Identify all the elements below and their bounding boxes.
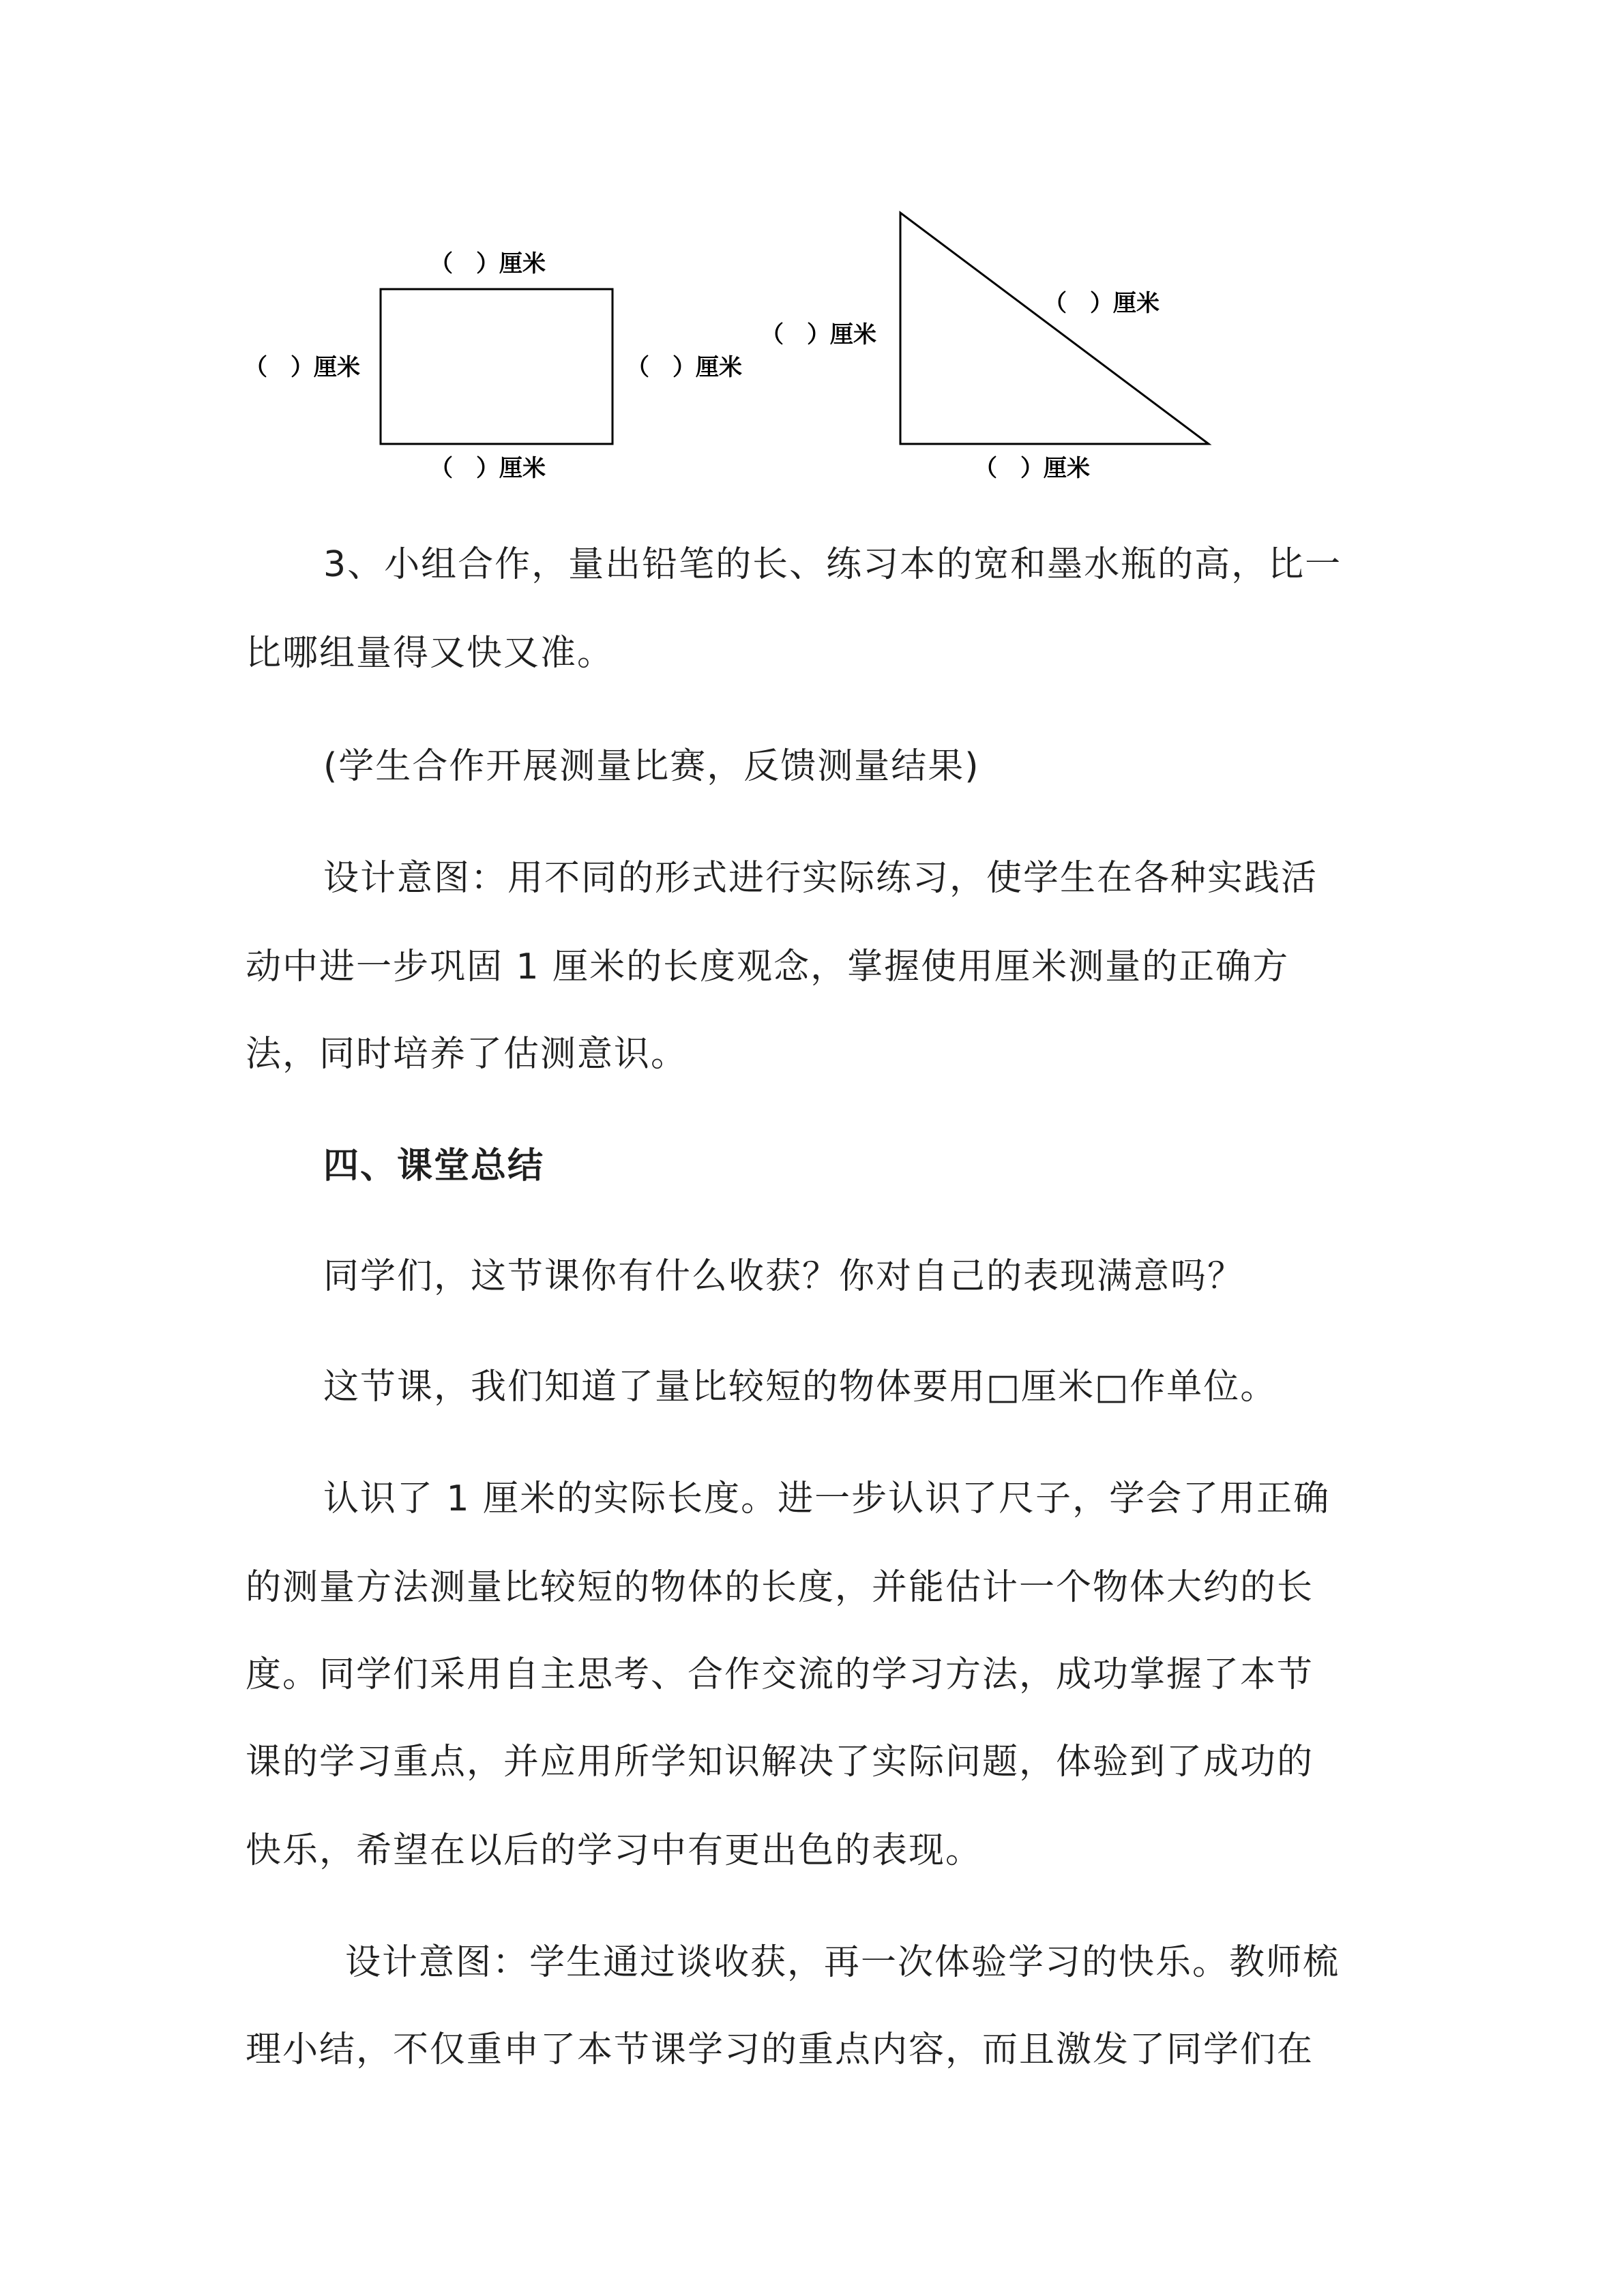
rect-top-label: （ ）厘米 [430,250,546,278]
paragraph-5: 同学们，这节课你有什么收获？你对自己的表现满意吗？ [323,1256,1245,1297]
paragraph-1-line-2: 比哪组量得又快又准。 [246,633,615,674]
right-triangle-shape [900,213,1209,444]
paragraph-2: (学生合作开展测量比赛，反馈测量结果) [323,746,980,787]
paragraph-7-line-3: 度。同学们采用自主思考、合作交流的学习方法，成功掌握了本节 [246,1654,1314,1695]
section-heading: 四、课堂总结 [323,1146,545,1187]
paragraph-7-line-5: 快乐，希望在以后的学习中有更出色的表现。 [246,1830,983,1871]
paragraph-7-line-2: 的测量方法测量比较短的物体的长度，并能估计一个物体大约的长 [246,1567,1314,1608]
paragraph-7-line-4: 课的学习重点，并应用所学知识解决了实际问题，体验到了成功的 [246,1742,1314,1783]
measurement-figure [0,0,1624,546]
rectangle-shape [381,289,612,444]
paragraph-8-line-2: 理小结，不仅重申了本节课学习的重点内容，而且激发了同学们在 [246,2029,1314,2070]
paragraph-8-line-1: 设计意图：学生通过谈收获，再一次体验学习的快乐。教师梳 [345,1942,1340,1983]
paragraph-3-line-3: 法，同时培养了估测意识。 [246,1034,688,1075]
triangle-hypotenuse-label: （ ）厘米 [1044,290,1160,317]
triangle-left-label: （ ）厘米 [761,321,876,348]
paragraph-1-line-1: 3、小组合作，量出铅笔的长、练习本的宽和墨水瓶的高，比一 [323,544,1342,585]
rect-bottom-label: （ ）厘米 [430,455,546,482]
paragraph-3-line-2: 动中进一步巩固 1 厘米的长度观念，掌握使用厘米测量的正确方 [246,946,1290,987]
paragraph-7-line-1: 认识了 1 厘米的实际长度。进一步认识了尺子，学会了用正确 [323,1478,1331,1519]
paragraph-6: 这节课，我们知道了量比较短的物体要用□厘米□作单位。 [323,1367,1278,1407]
rect-right-label: （ ）厘米 [626,354,742,381]
triangle-bottom-label: （ ）厘米 [974,455,1090,482]
paragraph-3-line-1: 设计意图：用不同的形式进行实际练习，使学生在各种实践活 [323,858,1318,899]
rect-left-label: （ ）厘米 [244,354,360,381]
